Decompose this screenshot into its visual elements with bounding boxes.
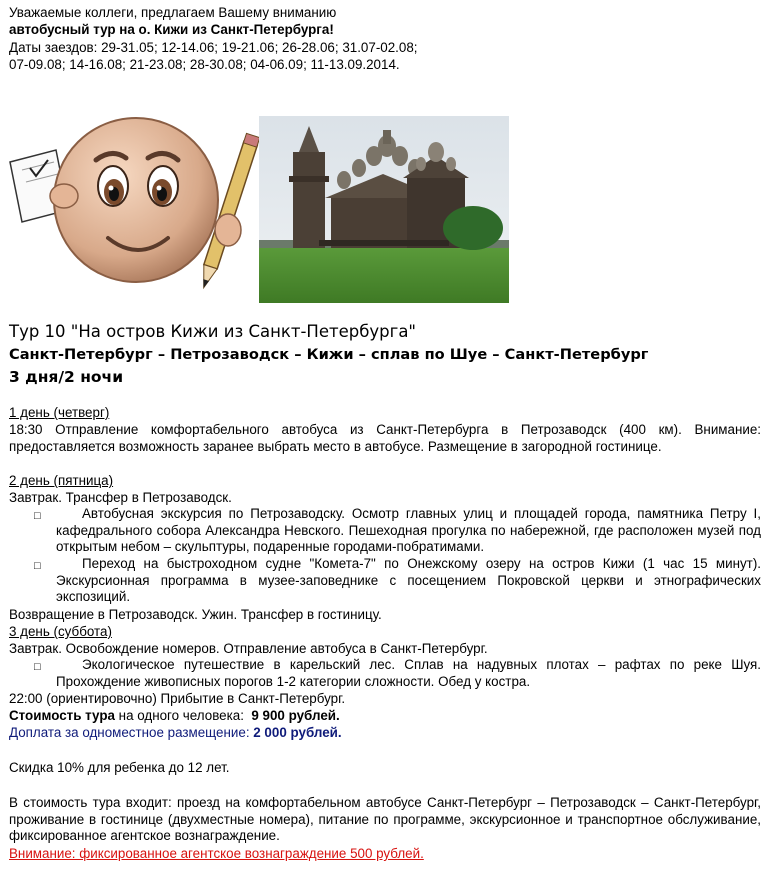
tour-route: Санкт-Петербург – Петрозаводск – Кижи – сплав по Шуе – Санкт-Петербург [9, 346, 649, 363]
price-label: Стоимость тура [9, 708, 115, 723]
day3-bullet-1 [56, 657, 761, 690]
single-supplement-label: Доплата за одноместное размещение: [9, 725, 254, 740]
intro-line: Уважаемые коллеги, предлагаем Вашему вниманию [9, 5, 337, 20]
included-text: В стоимость тура входит: проезд на комфортабельном автобусе Санкт-Петербург – Петрозаводск – Санкт-Петербург, проживание в гостинице (двухместные номера), питание по программе, экскурсионное и транспортное обслуживание, фиксированное агентское вознаграждение. [9, 795, 761, 844]
dates-line-1: Даты заездов: 29-31.05; 12-14.06; 19-21.06; 26-28.06; 31.07-02.08; [9, 40, 418, 55]
agent-fee-warning: Внимание: фиксированное агентское вознаграждение 500 рублей. [9, 846, 424, 861]
single-supplement-line [9, 725, 761, 742]
day3-bullet-1-text: Экологическое путешествие в карельский лес. Сплав на надувных плотах – рафтах по реке Шуя. Прохождение живописных порогов 1-2 категории сложности. Обед у костра. [56, 657, 761, 689]
single-supplement-value: 2 000 рублей. [253, 725, 342, 740]
bullet-icon: □ [34, 510, 41, 522]
day2-bullet-1 [56, 506, 761, 556]
dates-line-2: 07-09.08; 14-16.08; 21-23.08; 28-30.08; 04-06.09; 11-13.09.2014. [9, 57, 400, 72]
mascot-illustration [8, 110, 260, 302]
bullet-icon: □ [34, 560, 41, 572]
day3-intro: Завтрак. Освобождение номеров. Отправление автобуса в Санкт-Петербург. [9, 641, 488, 656]
intro-headline: автобусный тур на о. Кижи из Санкт-Петербурга! [9, 22, 334, 37]
day2-bullet-2 [56, 556, 761, 606]
tour-duration: 3 дня/2 ночи [9, 368, 124, 386]
day3-arrival: 22:00 (ориентировочно) Прибытие в Санкт-Петербург. [9, 691, 346, 706]
day2-bullet-1-text: Автобусная экскурсия по Петрозаводску. Осмотр главных улиц и площадей города, памятника Петру I, кафедрального собора Александра Невского. Пешеходная прогулка по набережной, где расположен музей под открытым небом – скульптуры, подаренные городами-побратимами. [56, 506, 761, 555]
day2-outro: Возвращение в Петрозаводск. Ужин. Трансфер в гостиницу. [9, 607, 382, 622]
kizhi-church-photo [259, 116, 509, 303]
tour-title: Тур 10 "На остров Кижи из Санкт-Петербурга" [9, 322, 417, 341]
price-value: 9 900 рублей. [251, 708, 340, 723]
price-line [9, 708, 761, 725]
day2-intro: Завтрак. Трансфер в Петрозаводск. [9, 490, 232, 505]
day2-heading: 2 день (пятница) [9, 473, 114, 488]
day3-heading: 3 день (суббота) [9, 624, 112, 639]
day1-text: 18:30 Отправление комфортабельного автобуса из Санкт-Петербурга в Петрозаводск (400 км). Внимание: предоставляется возможность заранее выбрать место в автобусе. Размещение в загородной гостинице. [9, 422, 761, 454]
child-discount: Скидка 10% для ребенка до 12 лет. [9, 760, 230, 775]
day2-bullet-2-text: Переход на быстроходном судне "Комета-7" по Онежскому озеру на остров Кижи (1 час 15 минут). Экскурсионная программа в музее-заповеднике с посещением Покровской церкви и этнографических экспозиций. [56, 556, 761, 605]
bullet-icon: □ [34, 661, 41, 673]
price-mid: на одного человека: [114, 708, 252, 723]
day1-heading: 1 день (четверг) [9, 405, 110, 420]
